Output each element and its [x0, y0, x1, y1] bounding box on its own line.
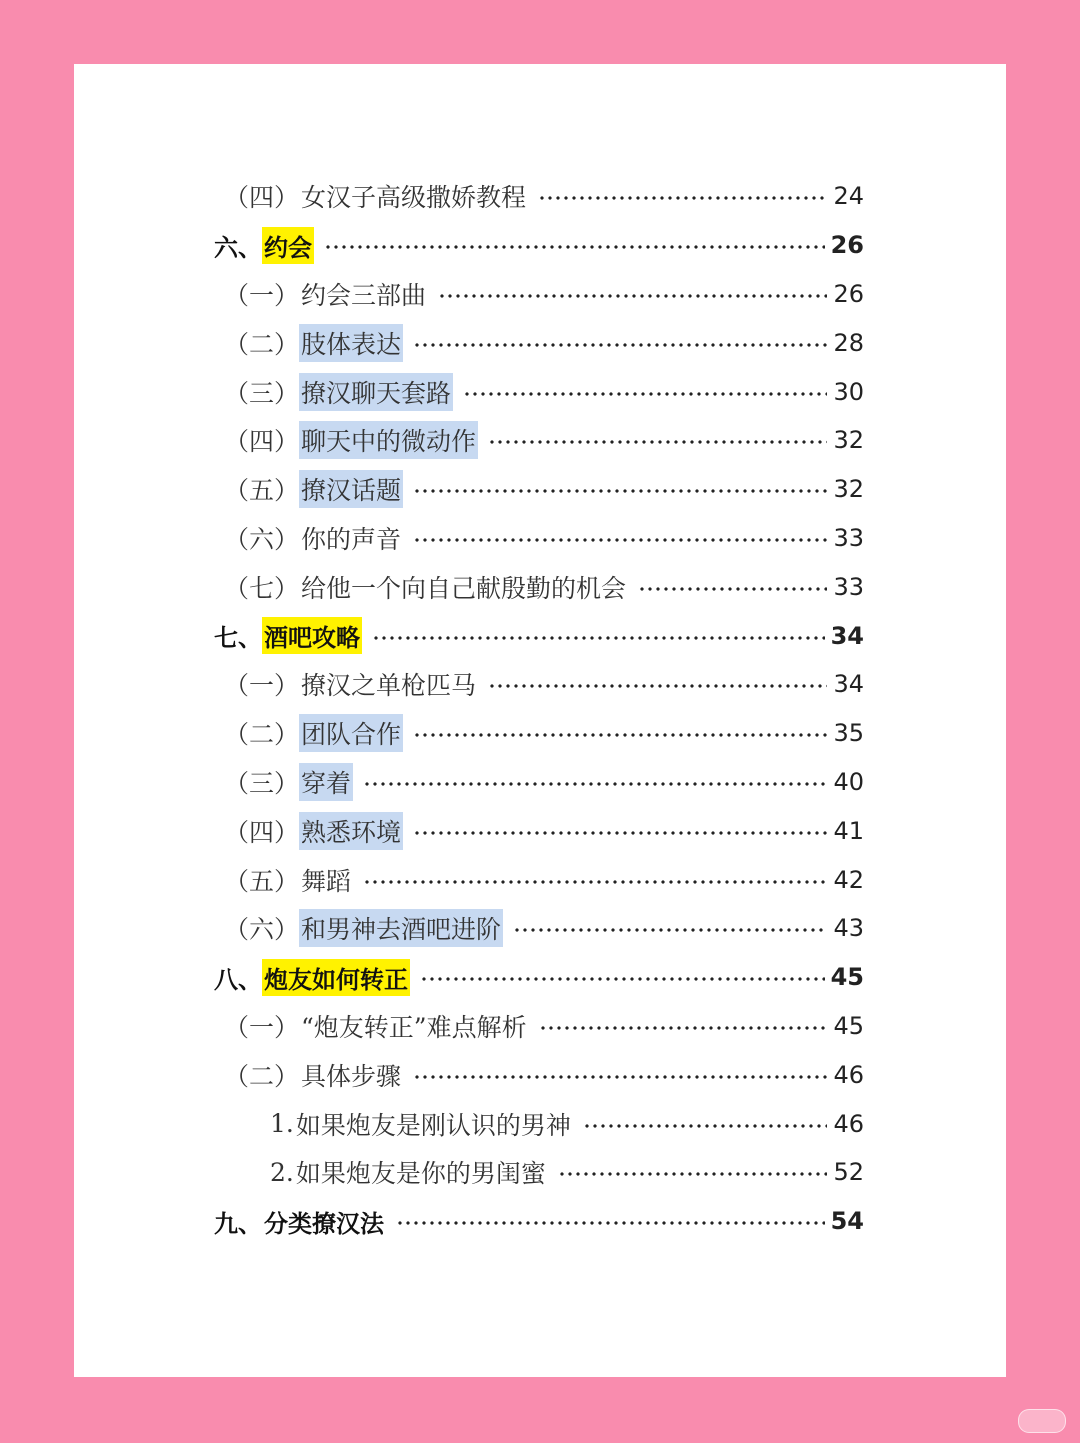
dot-leader [539, 1026, 828, 1030]
toc-entry-number: 2. [270, 1157, 294, 1187]
toc-entry-number: （四） [224, 427, 300, 457]
toc-entry[interactable] [214, 709, 864, 758]
toc-entry-number: （四） [224, 817, 300, 847]
toc-entry-title: 你的声音 [301, 524, 402, 554]
dot-leader [463, 392, 827, 396]
document-page [74, 64, 1006, 1377]
toc-entry[interactable] [214, 270, 864, 319]
dot-leader [413, 489, 827, 493]
toc-entry-page-number: 33 [833, 523, 864, 552]
toc-entry-title: 撩汉话题 [299, 470, 403, 508]
toc-entry[interactable] [214, 318, 864, 367]
toc-entry-number: （三） [224, 768, 300, 798]
toc-entry-page-number: 40 [833, 767, 864, 796]
toc-entry[interactable] [214, 1002, 864, 1051]
toc-entry[interactable] [214, 367, 864, 416]
toc-entry-number: （六） [224, 915, 300, 945]
toc-entry[interactable] [214, 221, 864, 270]
toc-entry-number: 七、 [214, 624, 262, 653]
toc-entry-number: （六） [224, 524, 300, 554]
dot-leader [638, 587, 827, 591]
dot-leader [363, 782, 827, 786]
watermark-logo [1018, 1409, 1066, 1433]
dot-leader [438, 294, 827, 298]
dot-leader [488, 684, 827, 688]
toc-entry-number: 1. [270, 1109, 294, 1139]
toc-entry-number: （二） [224, 329, 300, 359]
toc-entry-title: 约会 [262, 227, 314, 264]
toc-entry-title: 酒吧攻略 [262, 617, 362, 654]
toc-entry-title: 具体步骤 [301, 1061, 402, 1091]
toc-entry-title: 如果炮友是你的男闺蜜 [295, 1159, 546, 1189]
toc-entry-number: （四） [224, 183, 300, 213]
toc-entry[interactable] [214, 806, 864, 855]
toc-entry[interactable] [214, 465, 864, 514]
toc-entry[interactable] [214, 1099, 864, 1148]
toc-entry-page-number: 35 [833, 719, 864, 748]
toc-entry-number: （二） [224, 720, 300, 750]
toc-entry[interactable] [214, 1050, 864, 1099]
toc-entry[interactable] [214, 660, 864, 709]
toc-entry-title: 穿着 [299, 763, 353, 801]
toc-entry-page-number: 32 [833, 426, 864, 455]
toc-entry-page-number: 26 [830, 231, 864, 260]
toc-entry-page-number: 28 [833, 328, 864, 357]
dot-leader [488, 440, 827, 444]
dot-leader [413, 343, 827, 347]
toc-entry-page-number: 54 [830, 1207, 864, 1236]
toc-entry-page-number: 45 [833, 1011, 864, 1040]
toc-entry-number: 九、 [214, 1209, 262, 1238]
toc-entry-page-number: 26 [833, 279, 864, 308]
toc-entry-title: 团队合作 [299, 714, 403, 752]
toc-entry-page-number: 32 [833, 475, 864, 504]
table-of-contents [214, 172, 864, 1246]
toc-entry-page-number: 43 [833, 914, 864, 943]
dot-leader [513, 928, 827, 932]
toc-entry-title: 炮友如何转正 [262, 959, 410, 996]
toc-entry-page-number: 52 [833, 1158, 864, 1187]
toc-entry-title: 舞蹈 [301, 866, 352, 896]
toc-entry-title: 聊天中的微动作 [299, 421, 478, 459]
toc-entry-number: （一） [224, 671, 300, 701]
toc-entry-number: （一） [224, 1012, 300, 1042]
toc-entry-number: （五） [224, 476, 300, 506]
toc-entry-title: 肢体表达 [299, 324, 403, 362]
toc-entry-page-number: 42 [833, 865, 864, 894]
toc-entry[interactable] [214, 562, 864, 611]
toc-entry-page-number: 33 [833, 572, 864, 601]
dot-leader [583, 1124, 828, 1128]
toc-entry-page-number: 30 [833, 377, 864, 406]
toc-entry-number: （七） [224, 573, 300, 603]
toc-entry-page-number: 34 [833, 670, 864, 699]
toc-entry-title: 撩汉之单枪匹马 [301, 671, 477, 701]
toc-entry[interactable] [214, 611, 864, 660]
dot-leader [396, 1221, 825, 1225]
dot-leader [420, 977, 825, 981]
toc-entry-title: 和男神去酒吧进阶 [299, 909, 503, 947]
dot-leader [413, 733, 827, 737]
toc-entry-title: 分类撩汉法 [264, 1209, 384, 1238]
toc-entry-number: （三） [224, 378, 300, 408]
dot-leader [413, 831, 827, 835]
dot-leader [363, 880, 827, 884]
toc-entry-title: 撩汉聊天套路 [299, 373, 453, 411]
toc-entry[interactable] [214, 172, 864, 221]
toc-entry-title: 约会三部曲 [301, 280, 427, 310]
dot-leader [413, 1075, 827, 1079]
toc-entry-number: 八、 [214, 965, 262, 994]
toc-entry[interactable] [214, 904, 864, 953]
toc-entry-page-number: 34 [830, 621, 864, 650]
dot-leader [372, 636, 825, 640]
toc-entry[interactable] [214, 953, 864, 1002]
toc-entry-page-number: 45 [830, 963, 864, 992]
toc-entry-number: 六、 [214, 233, 262, 262]
dot-leader [324, 245, 825, 249]
dot-leader [413, 538, 827, 542]
toc-entry[interactable] [214, 416, 864, 465]
toc-entry-page-number: 41 [833, 816, 864, 845]
toc-entry-page-number: 24 [833, 182, 864, 211]
toc-entry[interactable] [214, 855, 864, 904]
dot-leader [538, 196, 827, 200]
toc-entry[interactable] [214, 1197, 864, 1246]
toc-entry-title: “炮友转正”难点解析 [301, 1012, 527, 1042]
toc-entry[interactable] [214, 1148, 864, 1197]
toc-entry-title: 熟悉环境 [299, 812, 403, 850]
toc-entry-title: 如果炮友是刚认识的男神 [295, 1110, 571, 1140]
toc-entry[interactable] [214, 514, 864, 563]
toc-entry-number: （二） [224, 1061, 300, 1091]
toc-entry-title: 女汉子高级撒娇教程 [301, 183, 527, 213]
toc-entry-title: 给他一个向自己献殷勤的机会 [301, 573, 627, 603]
toc-entry-page-number: 46 [833, 1109, 864, 1138]
toc-entry-page-number: 46 [833, 1060, 864, 1089]
dot-leader [558, 1172, 828, 1176]
toc-entry-number: （一） [224, 280, 300, 310]
toc-entry[interactable] [214, 758, 864, 807]
toc-entry-number: （五） [224, 866, 300, 896]
